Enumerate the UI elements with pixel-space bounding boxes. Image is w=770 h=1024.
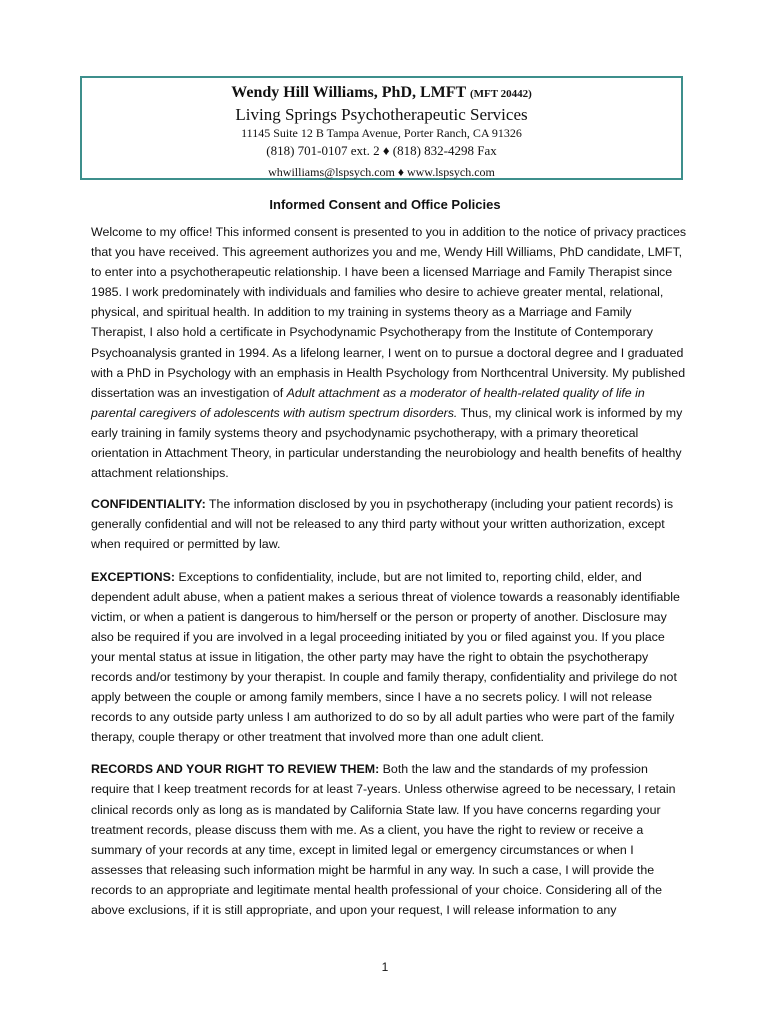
confidentiality-heading: CONFIDENTIALITY:: [91, 497, 206, 512]
license-number: (MFT 20442): [469, 88, 532, 100]
records-paragraph: [91, 759, 687, 920]
exceptions-paragraph: [91, 567, 687, 748]
intro-text-end: Thus, my clinical work is informed by my early training in family systems theory and psychodynamic psychotherapy, with a primary theoretical orientation in Attachment Theory, in particular understanding the neurobiology and health benefits of healthy attachment relationships.: [91, 405, 683, 481]
dissertation-title: Adult attachment as a moderator of health-related quality of life in parental caregivers of adolescents with autism spectrum disorders.: [91, 385, 645, 420]
practice-phone: (818) 701-0107 ext. 2 ♦ (818) 832-4298 Fax: [266, 143, 497, 158]
page-number: 1: [381, 960, 389, 974]
document-body: [91, 222, 687, 932]
practice-name: Living Springs Psychotherapeutic Services: [235, 105, 528, 124]
confidentiality-paragraph: [91, 494, 687, 554]
practice-email-website: whwilliams@lspsych.com ♦ www.lspsych.com: [268, 165, 495, 179]
intro-text-start: Welcome to my office! This informed consent is presented to you in addition to the notice of privacy practices that you have received. This agreement authorizes you and me, Wendy Hill Williams, PhD candidate, LMFT, to enter into a psychotherapeutic relationship. I have been a licensed Marriage and Family Therapist since 1985. I work predominately with individuals and families who desire to achieve greater mental, relational, physical, and spiritual health. In addition to my training in systems theory as a Marriage and Family Therapist, I also hold a certificate in Psychodynamic Psychotherapy from the Institute of Contemporary Psychoanalysis granted in 1994. As a lifelong learner, I went on to pursue a doctoral degree and I graduated with a PhD in Psychology with an emphasis in Health Psychology from Northcentral University. My published dissertation was an investigation of: [91, 225, 687, 400]
records-text: Both the law and the standards of my profession require that I keep treatment records for at least 7-years. Unless otherwise agreed to be necessary, I retain clinical records only as long as is mandated by California State law. If you have concerns regarding your treatment records, please discuss them with me. As a client, you have the right to review or receive a summary of your records at any time, except in limited legal or emergency circumstances or when I assesses that releasing such information might be harmful in any way. In such a case, I will provide the records to an appropriate and legitimate mental health professional of your choice. Considering all of the above exclusions, if it is still appropriate, and upon your request, I will release information to any: [91, 762, 676, 917]
document-title: Informed Consent and Office Policies: [269, 197, 501, 212]
practice-address: 11145 Suite 12 B Tampa Avenue, Porter Ranch, CA 91326: [241, 126, 522, 140]
exceptions-text: Exceptions to confidentiality, include, but are not limited to, reporting child, elder, and dependent adult abuse, when a patient makes a serious threat of violence towards a reasonably identifiable victim, or when a patient is dangerous to him/herself or the person or property of another. Disclosure may also be required if you are involved in a legal proceeding initiated by you or filed against you. If you place your mental status at issue in litigation, the other party may have the right to obtain the psychotherapy records and/or testimony by your therapist. In couple and family therapy, confidentiality and privilege do not apply between the couple or among family members, since I have a no secrets policy. I will not release records to any outside party unless I am authorized to do so by all adult parties who were part of the family therapy, couple therapy or other treatment that involved more than one adult client.: [91, 569, 680, 745]
letterhead: [80, 76, 683, 180]
therapist-name-line: [82, 83, 681, 104]
exceptions-heading: EXCEPTIONS:: [91, 569, 175, 584]
therapist-name: Wendy Hill Williams, PhD, LMFT: [231, 84, 466, 101]
intro-paragraph: [91, 222, 687, 483]
confidentiality-text: The information disclosed by you in psychotherapy (including your patient records) is generally confidential and will not be released to any third party without your written authorization, except when required or permitted by law.: [91, 497, 674, 552]
records-heading: RECORDS AND YOUR RIGHT TO REVIEW THEM:: [91, 762, 380, 777]
